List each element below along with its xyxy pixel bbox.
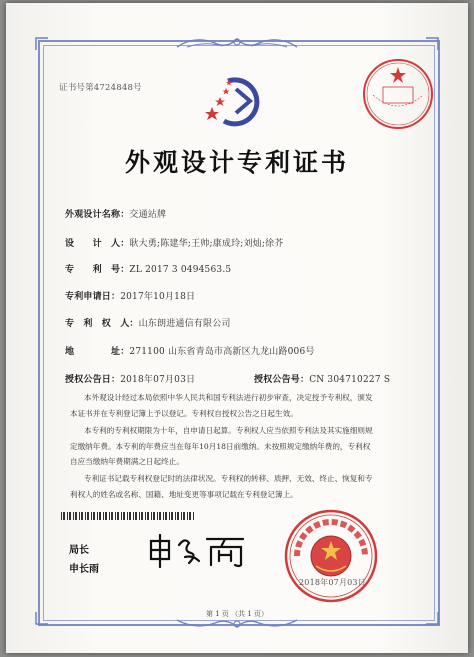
field-value: 2017年10月18日 [120,292,196,302]
top-ornament [175,33,299,51]
paragraph-line: 定缴纳年费。本专利的年费应当在每年10月18日前缴纳。未按照规定缴纳年费的，专利权 [70,441,371,451]
field-label: 专 利 号： [65,265,130,275]
field-label: 授权公告号： [254,375,310,385]
field-patent-number [65,262,231,275]
field-application-date [65,289,195,302]
certificate-number: 证书号第4724848号 [59,83,142,93]
patent-office-logo-icon [198,77,274,127]
field-label: 授权公告日： [65,375,121,385]
field-address [65,344,315,357]
paragraph-line: 专利证书记载专利权登记时的法律状况。专利权的转移、质押、无效、终止、恢复和专 [84,474,373,483]
field-design-name [65,207,166,220]
paragraph-line: 利权人的姓名或名称、国籍、地址变更等事项记载在专利登记簿上。 [70,489,298,499]
field-designers [65,236,284,249]
field-label: 专 利 权 人： [65,319,139,329]
field-value: CN 304710227 S [309,375,391,385]
paragraph-term-notice [70,423,373,470]
signature-title: 局长 [69,545,89,556]
field-label: 地 址： [65,347,130,357]
field-value: 2018年07月03日 [120,375,196,385]
field-grant-date [65,372,195,385]
state-ip-office-seal [283,508,379,604]
page-footer: 第 1 页 （共 1 页） [205,610,269,618]
field-value: 271100 山东省青岛市高新区九龙山路006号 [129,347,315,357]
field-value: 交通站牌 [129,210,167,220]
paragraph-line: 本专利的专利权期限为十年，自申请日起算。专利权人应当依照专利法及其实施细则规 [84,426,373,435]
paragraph-grant-notice [70,390,373,421]
field-grant-number [254,372,390,385]
signature-name: 申长雨 [69,564,99,575]
field-label: 专利申请日： [65,292,121,302]
small-red-seal [361,57,435,131]
field-patentee [65,316,231,329]
corner-ornament-top-left [34,36,50,52]
field-label: 外观设计名称： [65,210,130,220]
paragraph-line: 自应当缴纳年费期满之日起终止。 [70,457,184,466]
barcode [61,512,195,520]
paragraph-line: 本证书并在专利登记簿上予以登记。专利权自授权公告之日起生效。 [70,408,298,418]
seal-date: 2018年07月03日 [299,578,366,587]
corner-ornament-top-right [424,36,440,52]
paragraph-legal-status [70,471,373,502]
field-label: 设 计 人： [65,239,130,249]
field-value: ZL 2017 3 0494563.5 [129,265,232,275]
field-value: 耿大勇;陈建华;王帅;康成玲;刘灿;徐芥 [129,239,284,249]
certificate-title: 外观设计专利证书 [124,148,349,177]
field-value: 山东朗进通信有限公司 [138,319,231,329]
handwritten-signature [145,533,255,569]
paragraph-line: 本外观设计经过本局依照中华人民共和国专利法进行初步审查，决定授予专利权，颁发 [84,393,373,402]
